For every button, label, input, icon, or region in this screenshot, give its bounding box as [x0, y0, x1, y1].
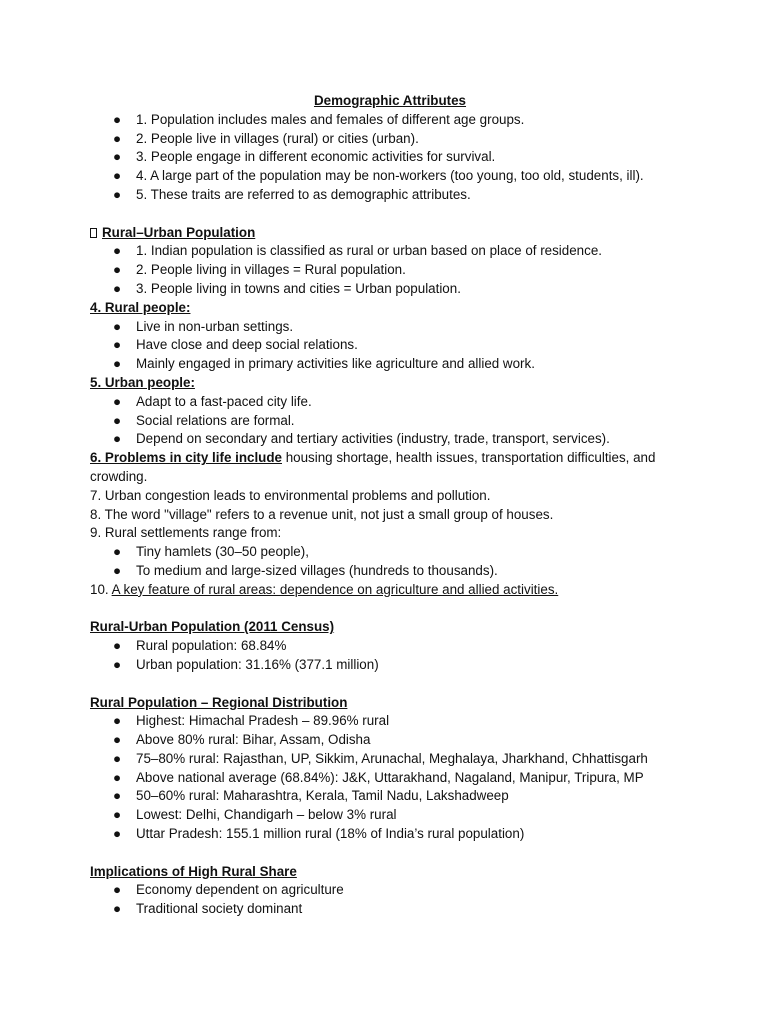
document-page: [90, 92, 690, 919]
list-item-text: 3. People living in towns and cities = Urban population.: [136, 280, 461, 296]
list-item-text: Mainly engaged in primary activities like agriculture and allied work.: [136, 356, 535, 372]
list-item: [90, 412, 690, 431]
spacer: [90, 205, 690, 224]
list-item: [90, 111, 690, 130]
list-item: [90, 731, 690, 750]
list-item-text: Tiny hamlets (30–50 people),: [136, 544, 309, 560]
list-item-text: 5. These traits are referred to as demographic attributes.: [136, 186, 471, 202]
list-item: [90, 543, 690, 562]
point-7: 7. Urban congestion leads to environmental problems and pollution.: [90, 487, 491, 503]
census-list: [90, 637, 690, 675]
point-10-text: A key feature of rural areas: dependence on agriculture and allied activities.: [111, 581, 559, 597]
demographic-list: [90, 111, 690, 205]
bullet-icon: ●: [113, 769, 122, 785]
list-item: [90, 712, 690, 731]
list-item-text: Social relations are formal.: [136, 412, 295, 428]
list-item: [90, 186, 690, 205]
rural-people-list: [90, 318, 690, 374]
spacer: [90, 844, 690, 863]
problems-text: housing shortage, health issues, transportation difficulties, and crowding.: [90, 450, 656, 484]
regional-list: [90, 712, 690, 844]
list-item: [90, 900, 690, 919]
list-item-text: 1. Population includes males and females of different age groups.: [136, 111, 525, 127]
bullet-icon: ●: [113, 168, 122, 184]
bullet-icon: ●: [113, 562, 122, 578]
list-item: [90, 825, 690, 844]
bullet-icon: ●: [113, 318, 122, 334]
urban-people-list: [90, 393, 690, 449]
list-item-text: Economy dependent on agriculture: [136, 882, 344, 898]
list-item-text: Above 80% rural: Bihar, Assam, Odisha: [136, 732, 371, 748]
list-item-text: Adapt to a fast-paced city life.: [136, 393, 312, 409]
list-item-text: 2. People live in villages (rural) or cities (urban).: [136, 130, 419, 146]
list-item: [90, 806, 690, 825]
list-item-text: 1. Indian population is classified as rural or urban based on place of residence.: [136, 243, 602, 259]
rural-urban-heading-text: Rural–Urban Population: [102, 224, 256, 240]
list-item: [90, 355, 690, 374]
census-heading: Rural-Urban Population (2011 Census): [90, 619, 335, 635]
implications-heading: Implications of High Rural Share: [90, 863, 297, 879]
bullet-icon: ●: [113, 130, 122, 146]
problems-paragraph: [90, 449, 690, 487]
bullet-icon: ●: [113, 243, 122, 259]
point-9-list: [90, 543, 690, 581]
bullet-icon: ●: [113, 431, 122, 447]
list-item-text: Live in non-urban settings.: [136, 318, 294, 334]
bullet-icon: ●: [113, 356, 122, 372]
page-title: Demographic Attributes: [313, 93, 467, 108]
list-item: [90, 336, 690, 355]
missing-glyph-icon: [90, 228, 97, 238]
list-item-text: Uttar Pradesh: 155.1 million rural (18% of India’s rural population): [136, 826, 525, 842]
list-item: [90, 393, 690, 412]
list-item-text: To medium and large-sized villages (hundreds to thousands).: [136, 562, 498, 578]
bullet-icon: ●: [113, 638, 122, 654]
list-item: [90, 280, 690, 299]
urban-people-heading: 5. Urban people:: [90, 374, 195, 390]
list-item: [90, 242, 690, 261]
bullet-icon: ●: [113, 393, 122, 409]
bullet-icon: ●: [113, 732, 122, 748]
list-item: [90, 787, 690, 806]
list-item: [90, 750, 690, 769]
list-item: [90, 637, 690, 656]
list-item: [90, 430, 690, 449]
list-item: [90, 167, 690, 186]
bullet-icon: ●: [113, 788, 122, 804]
list-item: [90, 656, 690, 675]
regional-heading: Rural Population – Regional Distribution: [90, 694, 348, 710]
spacer: [90, 600, 690, 619]
rural-urban-heading: [90, 224, 690, 243]
list-item-text: Have close and deep social relations.: [136, 337, 358, 353]
bullet-icon: ●: [113, 412, 122, 428]
list-item-text: Depend on secondary and tertiary activities (industry, trade, transport, services).: [136, 431, 610, 447]
bullet-icon: ●: [113, 750, 122, 766]
bullet-icon: ●: [113, 262, 122, 278]
spacer: [90, 675, 690, 694]
bullet-icon: ●: [113, 656, 122, 672]
bullet-icon: ●: [113, 149, 122, 165]
list-item-text: 4. A large part of the population may be non-workers (too young, too old, students, ill).: [136, 168, 644, 184]
list-item-text: Highest: Himachal Pradesh – 89.96% rural: [136, 713, 390, 729]
list-item-text: 3. People engage in different economic activities for survival.: [136, 149, 496, 165]
bullet-icon: ●: [113, 826, 122, 842]
list-item-text: Rural population: 68.84%: [136, 638, 287, 654]
point-8: 8. The word "village" refers to a revenue unit, not just a small group of houses.: [90, 506, 554, 522]
point-10: [90, 581, 690, 600]
list-item: [90, 130, 690, 149]
list-item: [90, 318, 690, 337]
list-item: [90, 261, 690, 280]
list-item-text: 2. People living in villages = Rural population.: [136, 262, 406, 278]
bullet-icon: ●: [113, 901, 122, 917]
rural-urban-list: [90, 242, 690, 298]
list-item-text: 50–60% rural: Maharashtra, Kerala, Tamil Nadu, Lakshadweep: [136, 788, 509, 804]
list-item-text: Traditional society dominant: [136, 901, 303, 917]
bullet-icon: ●: [113, 111, 122, 127]
point-9: 9. Rural settlements range from:: [90, 525, 282, 541]
list-item-text: Urban population: 31.16% (377.1 million): [136, 656, 379, 672]
implications-list: [90, 881, 690, 919]
bullet-icon: ●: [113, 337, 122, 353]
bullet-icon: ●: [113, 713, 122, 729]
list-item: [90, 769, 690, 788]
list-item-text: Lowest: Delhi, Chandigarh – below 3% rural: [136, 807, 397, 823]
list-item: [90, 148, 690, 167]
bullet-icon: ●: [113, 544, 122, 560]
bullet-icon: ●: [113, 807, 122, 823]
list-item: [90, 562, 690, 581]
list-item: [90, 881, 690, 900]
rural-people-heading: 4. Rural people:: [90, 299, 191, 315]
problems-heading: 6. Problems in city life include: [90, 450, 282, 466]
bullet-icon: ●: [113, 882, 122, 898]
list-item-text: Above national average (68.84%): J&K, Uttarakhand, Nagaland, Manipur, Tripura, MP: [136, 769, 644, 785]
bullet-icon: ●: [113, 186, 122, 202]
point-10-number: 10.: [90, 581, 112, 597]
list-item-text: 75–80% rural: Rajasthan, UP, Sikkim, Arunachal, Meghalaya, Jharkhand, Chhattisgarh: [136, 750, 648, 766]
bullet-icon: ●: [113, 280, 122, 296]
